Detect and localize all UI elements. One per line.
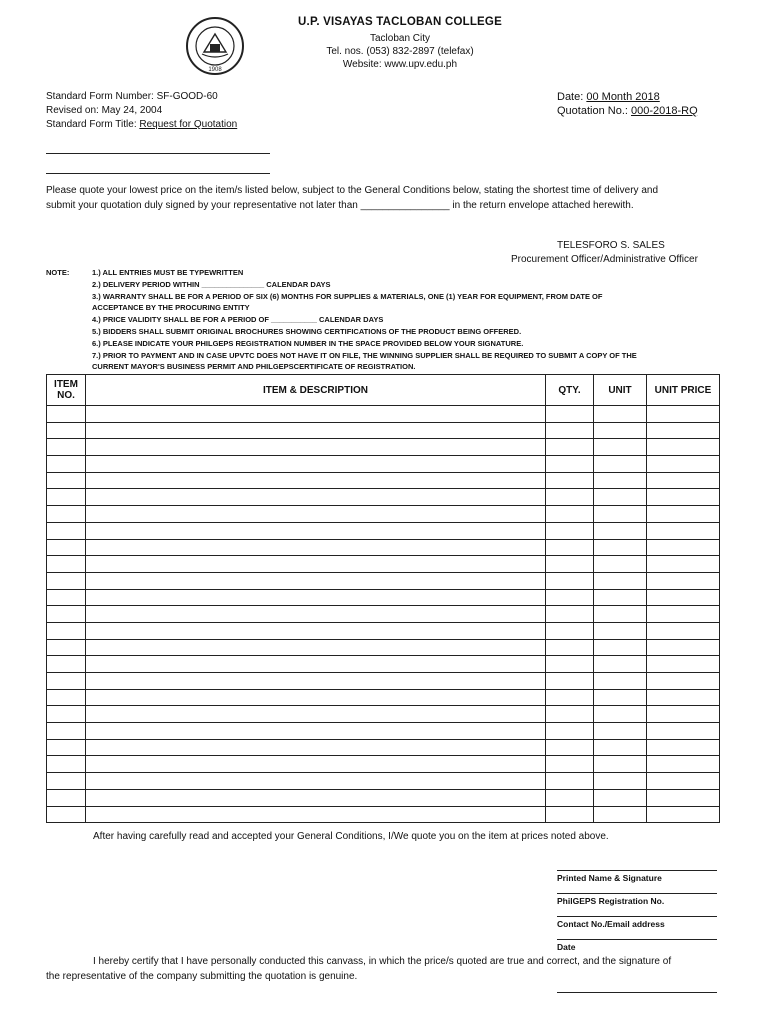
cell-description[interactable]	[86, 789, 546, 806]
cell-unit-price[interactable]	[647, 472, 720, 489]
cell-description[interactable]	[86, 773, 546, 790]
cell-unit-price[interactable]	[647, 739, 720, 756]
cell-unit[interactable]	[594, 406, 647, 423]
note-item: 1.) ALL ENTRIES MUST BE TYPEWRITTEN	[92, 268, 244, 277]
table-row	[47, 456, 720, 473]
table-row	[47, 572, 720, 589]
cell-qty[interactable]	[546, 439, 594, 456]
printed-name-line[interactable]	[557, 870, 717, 871]
table-row	[47, 756, 720, 773]
note-item: 7.) PRIOR TO PAYMENT AND IN CASE UPVTC DOES NOT HAVE IT ON FILE, THE WINNING SUPPLIER SHALL BE REQUIRED TO SUBMIT A COPY OF THE	[92, 350, 637, 360]
cell-description[interactable]	[86, 439, 546, 456]
date-label: Date:	[557, 91, 587, 103]
table-row	[47, 773, 720, 790]
cell-unit[interactable]	[594, 789, 647, 806]
cell-unit[interactable]	[594, 622, 647, 639]
cell-item-no[interactable]	[47, 439, 86, 456]
cell-item-no[interactable]	[47, 556, 86, 573]
cell-qty[interactable]	[546, 806, 594, 823]
cell-qty[interactable]	[546, 739, 594, 756]
cell-description[interactable]	[86, 806, 546, 823]
table-row	[47, 723, 720, 740]
cell-description[interactable]	[86, 539, 546, 556]
table-row	[47, 622, 720, 639]
cell-qty[interactable]	[546, 422, 594, 439]
cell-description[interactable]	[86, 622, 546, 639]
intro-line-1: Please quote your lowest price on the item/s listed below, subject to the General Conditions below, stating the shortest time of delivery and	[46, 185, 659, 196]
cell-qty[interactable]	[546, 706, 594, 723]
cell-unit-price[interactable]	[647, 506, 720, 523]
table-row	[47, 606, 720, 623]
note-item: CURRENT MAYOR'S BUSINESS PERMIT AND PHILGEPSCERTIFICATE OF REGISTRATION.	[92, 362, 416, 372]
note-item: 2.) DELIVERY PERIOD WITHIN _______________ CALENDAR DAYS	[92, 279, 331, 289]
cell-unit-price[interactable]	[647, 489, 720, 506]
table-body	[47, 406, 720, 823]
table-header-row	[47, 375, 720, 406]
cell-qty[interactable]	[546, 489, 594, 506]
cell-item-no[interactable]	[47, 739, 86, 756]
cell-item-no[interactable]	[47, 689, 86, 706]
table-row	[47, 422, 720, 439]
contact-label: Contact No./Email address	[557, 919, 665, 929]
cell-unit[interactable]	[594, 422, 647, 439]
cell-description[interactable]	[86, 706, 546, 723]
cell-qty[interactable]	[546, 689, 594, 706]
cell-description[interactable]	[86, 456, 546, 473]
cell-description[interactable]	[86, 606, 546, 623]
cell-qty[interactable]	[546, 406, 594, 423]
cell-unit[interactable]	[594, 806, 647, 823]
cell-description[interactable]	[86, 589, 546, 606]
form-number: Standard Form Number: SF-GOOD-60	[46, 91, 218, 102]
cell-unit-price[interactable]	[647, 656, 720, 673]
acceptance-statement: After having carefully read and accepted your General Conditions, I/We quote you on the item at prices noted above.	[93, 831, 609, 842]
table-row	[47, 556, 720, 573]
cell-unit-price[interactable]	[647, 706, 720, 723]
officer-name: TELESFORO S. SALES	[557, 240, 665, 251]
cell-qty[interactable]	[546, 472, 594, 489]
cell-item-no[interactable]	[47, 489, 86, 506]
cell-description[interactable]	[86, 506, 546, 523]
cell-description[interactable]	[86, 422, 546, 439]
cell-unit[interactable]	[594, 589, 647, 606]
cell-unit[interactable]	[594, 723, 647, 740]
table-row	[47, 489, 720, 506]
cell-description[interactable]	[86, 406, 546, 423]
cell-description[interactable]	[86, 739, 546, 756]
cell-description[interactable]	[86, 572, 546, 589]
date-label-sig: Date	[557, 942, 576, 952]
cell-item-no[interactable]	[47, 422, 86, 439]
certification-line-2: the representative of the company submitting the quotation is genuine.	[46, 971, 358, 982]
cell-description[interactable]	[86, 522, 546, 539]
notes-list	[92, 267, 722, 373]
cell-item-no[interactable]	[47, 539, 86, 556]
cell-qty[interactable]	[546, 673, 594, 690]
cell-unit-price[interactable]	[647, 723, 720, 740]
cell-qty[interactable]	[546, 572, 594, 589]
note-item: 5.) BIDDERS SHALL SUBMIT ORIGINAL BROCHURES SHOWING CERTIFICATIONS OF THE PRODUCT BEING OFFERED.	[92, 326, 522, 336]
intro-line-2: submit your quotation duly signed by your representative not later than ________________ in the return envelope attached herewith.	[46, 200, 634, 211]
philgeps-line[interactable]	[557, 893, 717, 894]
cell-unit[interactable]	[594, 456, 647, 473]
cell-item-no[interactable]	[47, 806, 86, 823]
cell-unit-price[interactable]	[647, 756, 720, 773]
cell-description[interactable]	[86, 639, 546, 656]
table-row	[47, 639, 720, 656]
table-row	[47, 406, 720, 423]
cell-item-no[interactable]	[47, 472, 86, 489]
cell-unit-price[interactable]	[647, 406, 720, 423]
contact-line[interactable]	[557, 916, 717, 917]
officer-title: Procurement Officer/Administrative Officer	[511, 254, 698, 265]
form-title-value: Request for Quotation	[139, 119, 238, 130]
cell-description[interactable]	[86, 723, 546, 740]
cell-unit-price[interactable]	[647, 689, 720, 706]
cell-unit-price[interactable]	[647, 773, 720, 790]
table-row	[47, 589, 720, 606]
addressee-line-2[interactable]	[46, 173, 270, 174]
addressee-line-1[interactable]	[46, 153, 270, 154]
table-row	[47, 739, 720, 756]
note-item: ACCEPTANCE BY THE PROCURING ENTITY	[92, 303, 250, 313]
cell-qty[interactable]	[546, 589, 594, 606]
cell-unit[interactable]	[594, 673, 647, 690]
cell-unit[interactable]	[594, 656, 647, 673]
cell-unit-price[interactable]	[647, 589, 720, 606]
form-title-label: Standard Form Title:	[46, 119, 140, 130]
cell-qty[interactable]	[546, 622, 594, 639]
cell-unit[interactable]	[594, 489, 647, 506]
cell-qty[interactable]	[546, 606, 594, 623]
cell-unit-price[interactable]	[647, 639, 720, 656]
cell-unit[interactable]	[594, 689, 647, 706]
cell-unit[interactable]	[594, 572, 647, 589]
cell-unit[interactable]	[594, 756, 647, 773]
table-row	[47, 789, 720, 806]
table-row	[47, 506, 720, 523]
date-value: 00 Month 2018	[586, 91, 660, 103]
cell-description[interactable]	[86, 472, 546, 489]
college-name: U.P. VISAYAS TACLOBAN COLLEGE	[298, 16, 502, 28]
cell-qty[interactable]	[546, 522, 594, 539]
cell-item-no[interactable]	[47, 622, 86, 639]
cell-unit-price[interactable]	[647, 539, 720, 556]
svg-text:1908: 1908	[208, 67, 222, 73]
header-qty: QTY.	[546, 375, 594, 406]
cell-item-no[interactable]	[47, 773, 86, 790]
note-item: 6.) PLEASE INDICATE YOUR PHILGEPS REGISTRATION NUMBER IN THE SPACE PROVIDED BELOW YOUR SIGNATURE.	[92, 338, 524, 348]
table-row	[47, 472, 720, 489]
cell-item-no[interactable]	[47, 656, 86, 673]
college-city: Tacloban City	[369, 33, 431, 44]
cell-unit[interactable]	[594, 556, 647, 573]
cell-qty[interactable]	[546, 556, 594, 573]
cell-unit[interactable]	[594, 706, 647, 723]
cell-unit-price[interactable]	[647, 572, 720, 589]
cell-qty[interactable]	[546, 789, 594, 806]
cell-unit-price[interactable]	[647, 422, 720, 439]
cell-unit[interactable]	[594, 539, 647, 556]
cell-item-no[interactable]	[47, 706, 86, 723]
table-row	[47, 656, 720, 673]
cell-item-no[interactable]	[47, 589, 86, 606]
cell-unit-price[interactable]	[647, 522, 720, 539]
cell-qty[interactable]	[546, 773, 594, 790]
cell-item-no[interactable]	[47, 506, 86, 523]
cell-qty[interactable]	[546, 639, 594, 656]
header-item-no: ITEM NO.	[47, 375, 86, 406]
date-line[interactable]	[557, 939, 717, 940]
note-item: 3.) WARRANTY SHALL BE FOR A PERIOD OF SIX (6) MONTHS FOR SUPPLIES & MATERIALS, ONE (1) YEAR FOR EQUIPMENT, FROM DATE OF	[92, 291, 603, 301]
cell-item-no[interactable]	[47, 522, 86, 539]
form-revised: Revised on: May 24, 2004	[46, 105, 163, 116]
form-date	[557, 90, 660, 104]
table-row	[47, 522, 720, 539]
cell-qty[interactable]	[546, 456, 594, 473]
header-unit-price: UNIT PRICE	[647, 375, 720, 406]
cell-description[interactable]	[86, 489, 546, 506]
cell-description[interactable]	[86, 673, 546, 690]
cell-unit[interactable]	[594, 472, 647, 489]
cell-unit-price[interactable]	[647, 439, 720, 456]
cell-description[interactable]	[86, 556, 546, 573]
cell-item-no[interactable]	[47, 456, 86, 473]
cell-item-no[interactable]	[47, 673, 86, 690]
certification-line-1: I hereby certify that I have personally conducted this canvass, in which the price/s quoted are true and correct, and the signature of	[93, 956, 672, 967]
cell-unit[interactable]	[594, 606, 647, 623]
notes-label: NOTE:	[46, 268, 70, 277]
quotation-table	[46, 374, 720, 823]
table-row	[47, 806, 720, 823]
cell-description[interactable]	[86, 756, 546, 773]
cell-unit-price[interactable]	[647, 456, 720, 473]
cell-unit[interactable]	[594, 639, 647, 656]
cell-unit[interactable]	[594, 506, 647, 523]
cell-description[interactable]	[86, 656, 546, 673]
quotation-value: 000-2018-RQ	[631, 105, 698, 117]
cell-unit-price[interactable]	[647, 606, 720, 623]
cell-unit-price[interactable]	[647, 789, 720, 806]
table-row	[47, 539, 720, 556]
cell-qty[interactable]	[546, 756, 594, 773]
printed-name-label: Printed Name & Signature	[557, 873, 662, 883]
quotation-label: Quotation No.:	[557, 105, 631, 117]
cell-item-no[interactable]	[47, 756, 86, 773]
table-row	[47, 689, 720, 706]
philgeps-label: PhilGEPS Registration No.	[557, 896, 665, 906]
canvasser-signature-line[interactable]	[557, 992, 717, 993]
cell-item-no[interactable]	[47, 789, 86, 806]
header-unit: UNIT	[594, 375, 647, 406]
header-description: ITEM & DESCRIPTION	[86, 375, 546, 406]
cell-unit[interactable]	[594, 739, 647, 756]
note-item: 4.) PRICE VALIDITY SHALL BE FOR A PERIOD OF ___________ CALENDAR DAYS	[92, 315, 384, 325]
cell-unit-price[interactable]	[647, 622, 720, 639]
cell-qty[interactable]	[546, 539, 594, 556]
table-row	[47, 673, 720, 690]
form-title	[46, 118, 237, 132]
table-row	[47, 439, 720, 456]
cell-item-no[interactable]	[47, 406, 86, 423]
cell-unit-price[interactable]	[647, 806, 720, 823]
cell-item-no[interactable]	[47, 639, 86, 656]
cell-unit-price[interactable]	[647, 556, 720, 573]
cell-description[interactable]	[86, 689, 546, 706]
cell-unit-price[interactable]	[647, 673, 720, 690]
cell-qty[interactable]	[546, 656, 594, 673]
cell-qty[interactable]	[546, 723, 594, 740]
college-website: Website: www.upv.edu.ph	[342, 59, 458, 70]
cell-unit[interactable]	[594, 522, 647, 539]
cell-unit[interactable]	[594, 439, 647, 456]
cell-item-no[interactable]	[47, 723, 86, 740]
cell-qty[interactable]	[546, 506, 594, 523]
college-telephone: Tel. nos. (053) 832-2897 (telefax)	[326, 46, 474, 57]
cell-item-no[interactable]	[47, 606, 86, 623]
table-row	[47, 706, 720, 723]
cell-unit[interactable]	[594, 773, 647, 790]
cell-item-no[interactable]	[47, 572, 86, 589]
quotation-number	[557, 104, 698, 118]
